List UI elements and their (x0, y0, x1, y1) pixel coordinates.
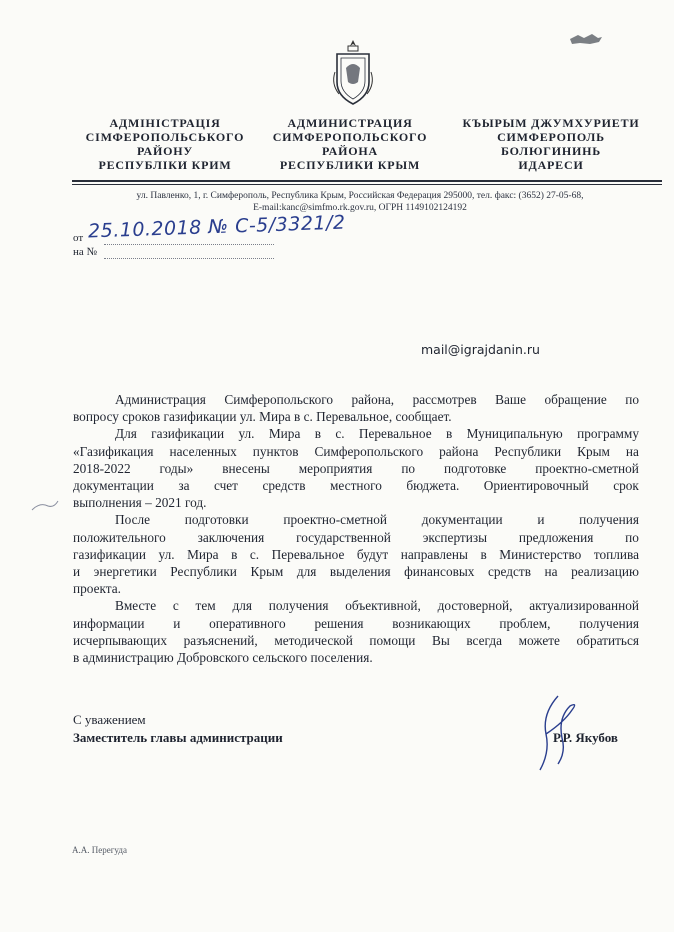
body-word: объективной, (345, 598, 421, 614)
signatory-position: Заместитель главы администрации (73, 730, 283, 745)
body-word: рассмотрев (412, 392, 477, 407)
body-word: получения (579, 615, 639, 631)
body-word: по (625, 392, 639, 407)
header-crimean-tatar-line: СИМФЕРОПОЛЬ (497, 130, 605, 144)
body-line (73, 597, 639, 614)
body-word: Крым (250, 564, 284, 580)
recipient-email: mail@igrajdanin.ru (421, 342, 540, 357)
corner-mark-icon (568, 32, 604, 46)
body-line (73, 477, 639, 494)
body-word: и (73, 564, 81, 580)
body-word: возникающих (392, 615, 471, 631)
body-word: в (445, 426, 453, 442)
body-word: Администрация (115, 392, 206, 407)
body-word: документации (73, 478, 154, 494)
body-word: мероприятия (298, 460, 373, 476)
letter-body (73, 391, 639, 666)
body-word: Республики (494, 443, 562, 459)
margin-scribble-icon (30, 498, 60, 514)
header-russian-line: РЕСПУБЛИКИ КРЫМ (279, 158, 421, 172)
body-line (73, 632, 639, 649)
body-word: с. (335, 426, 345, 442)
body-line (73, 443, 639, 460)
reference-field-line (104, 258, 274, 259)
body-word: Перевальное (271, 546, 345, 562)
body-word: всегда (466, 632, 502, 648)
body-word: Симферопольского (224, 392, 333, 407)
body-word: для (232, 598, 252, 614)
body-word: решения (314, 615, 364, 631)
regards: С уважением (73, 712, 146, 727)
body-line (73, 511, 639, 528)
header-ukrainian (70, 116, 260, 172)
body-line: вопросу сроков газификации ул. Мира в с. Перевальное, сообщает. (73, 409, 452, 425)
body-word: 2018-2022 (73, 460, 131, 476)
reference-label: на № (73, 246, 98, 258)
body-word: Для (115, 426, 137, 442)
header-ukrainian-line: АДМІНІСТРАЦІЯ (109, 116, 221, 130)
header-crimean-tatar-line: ИДАРЕСИ (518, 158, 584, 172)
body-word: и (537, 512, 545, 528)
address-line: ул. Павленко, 1, г. Симферополь, Республика Крым, Российская Федерация 295000, тел. факс: (3652) 27-05-68, (136, 191, 584, 201)
body-word: района (439, 443, 479, 459)
body-word: Муниципальную (466, 426, 563, 442)
body-word: После (115, 512, 151, 528)
body-word: по (625, 529, 639, 545)
body-word: исчерпывающих (73, 632, 167, 648)
body-word: помощи (369, 632, 416, 648)
body-line: выполнения – 2021 год. (73, 495, 207, 511)
body-word: в (314, 426, 321, 442)
body-word: Мира (187, 546, 219, 562)
body-word: срок (613, 478, 639, 494)
body-word: разъяснений, (183, 632, 258, 648)
date-field-line (104, 244, 274, 245)
body-word: государственной (296, 529, 391, 545)
body-word: счет (213, 478, 238, 494)
executor: А.А. Перегуда (72, 845, 127, 855)
coat-of-arms-icon (329, 38, 377, 108)
body-word: средств (487, 564, 532, 580)
body-word: местного (330, 478, 382, 494)
body-word: энергетики (93, 564, 157, 580)
header-ukrainian-line: РАЙОНУ (136, 144, 194, 158)
body-word: реализацию (571, 564, 639, 580)
body-word: экспертизы (422, 529, 488, 545)
body-word: на (625, 443, 639, 459)
header-divider-thin (72, 184, 662, 185)
header-crimean-tatar-line: КЪЫРЫМ ДЖУМХУРИЕТИ (462, 116, 640, 130)
body-word: положительного (73, 529, 166, 545)
body-word: Вы (431, 632, 450, 648)
body-word: заключения (197, 529, 265, 545)
body-word: можете (518, 632, 560, 648)
body-line (73, 391, 639, 408)
header-russian-line: РАЙОНА (322, 144, 378, 158)
body-word: направлены (400, 546, 468, 562)
date-label: от (73, 232, 84, 244)
body-word: проектно-сметной (535, 460, 639, 476)
body-line: в администрацию Добровского сельского поселения. (73, 650, 373, 666)
body-word: газификации (73, 546, 146, 562)
body-word: Вместе (115, 598, 157, 614)
header-crimean-tatar-line: БОЛЮГИНИНЬ (501, 144, 601, 158)
body-word: населенных (169, 443, 237, 459)
body-word: для (296, 564, 317, 580)
body-word: оперативного (209, 615, 286, 631)
body-word: ул. (238, 426, 255, 442)
body-word: бюджета. (406, 478, 460, 494)
body-word: Ориентировочный (483, 478, 589, 494)
body-word: за (178, 478, 190, 494)
body-word: программу (577, 426, 639, 442)
body-line (73, 529, 639, 546)
body-word: обращение (544, 392, 607, 407)
header-ukrainian-line: РЕСПУБЛІКИ КРИМ (98, 158, 232, 172)
body-word: в (231, 546, 238, 562)
body-word: подготовки (184, 512, 249, 528)
body-word: по (401, 460, 416, 476)
header-ukrainian-line: СІМФЕРОПОЛЬСЬКОГО (85, 130, 245, 144)
body-word: финансовых (404, 564, 475, 580)
body-word: обратиться (576, 632, 639, 648)
signatory-name: Р.Р. Якубов (553, 730, 618, 745)
header-divider (72, 180, 662, 182)
body-word: «Газификация (73, 443, 154, 459)
body-word: Мира (268, 426, 301, 442)
body-word: Министерство (499, 546, 582, 562)
body-word: выделения (329, 564, 391, 580)
body-word: проектно-сметной (283, 512, 388, 528)
body-word: Симферопольского (314, 443, 424, 459)
header-crimean-tatar (446, 116, 656, 172)
body-word: тем (195, 598, 216, 614)
body-line (73, 615, 639, 632)
header-russian (250, 116, 450, 172)
body-word: Перевальное (358, 426, 432, 442)
body-line (73, 460, 639, 477)
body-word: на (544, 564, 558, 580)
header-russian-line: АДМИНИСТРАЦИЯ (287, 116, 413, 130)
body-word: внесены (222, 460, 270, 476)
body-word: получения (268, 598, 329, 614)
body-word: будут (356, 546, 389, 562)
body-word: Ваше (495, 392, 527, 407)
body-line (73, 563, 639, 580)
body-word: подготовке (443, 460, 507, 476)
body-word: годы» (159, 460, 194, 476)
body-word: информации (73, 615, 145, 631)
body-word: Республики (170, 564, 237, 580)
body-word: топлива (593, 546, 639, 562)
body-word: получения (579, 512, 639, 528)
body-word: методической (274, 632, 353, 648)
body-word: документации (421, 512, 503, 528)
body-word: пунктов (252, 443, 299, 459)
body-word: с (172, 598, 179, 614)
address-block (60, 190, 660, 214)
body-word: актуализированной (529, 598, 639, 614)
body-word: и (173, 615, 181, 631)
body-line: проекта. (73, 581, 121, 597)
body-line (73, 546, 639, 563)
body-word: проблем, (499, 615, 551, 631)
header-russian-line: СИМФЕРОПОЛЬСКОГО (272, 130, 428, 144)
body-word: предложения (518, 529, 594, 545)
body-word: ул. (158, 546, 175, 562)
body-word: средств (262, 478, 306, 494)
body-word: Крым (577, 443, 610, 459)
body-word: района, (351, 392, 395, 407)
body-word: газификации (151, 426, 225, 442)
handwritten-registration: 25.10.2018 № С-5/3321/2 (87, 211, 346, 243)
email-line: E-mail:kanc@simfmo.rk.gov.ru, ОГРН 1149102124192 (253, 203, 467, 213)
body-word: достоверной, (437, 598, 513, 614)
body-line (73, 425, 639, 442)
body-word: в (480, 546, 487, 562)
body-word: с. (249, 546, 260, 562)
